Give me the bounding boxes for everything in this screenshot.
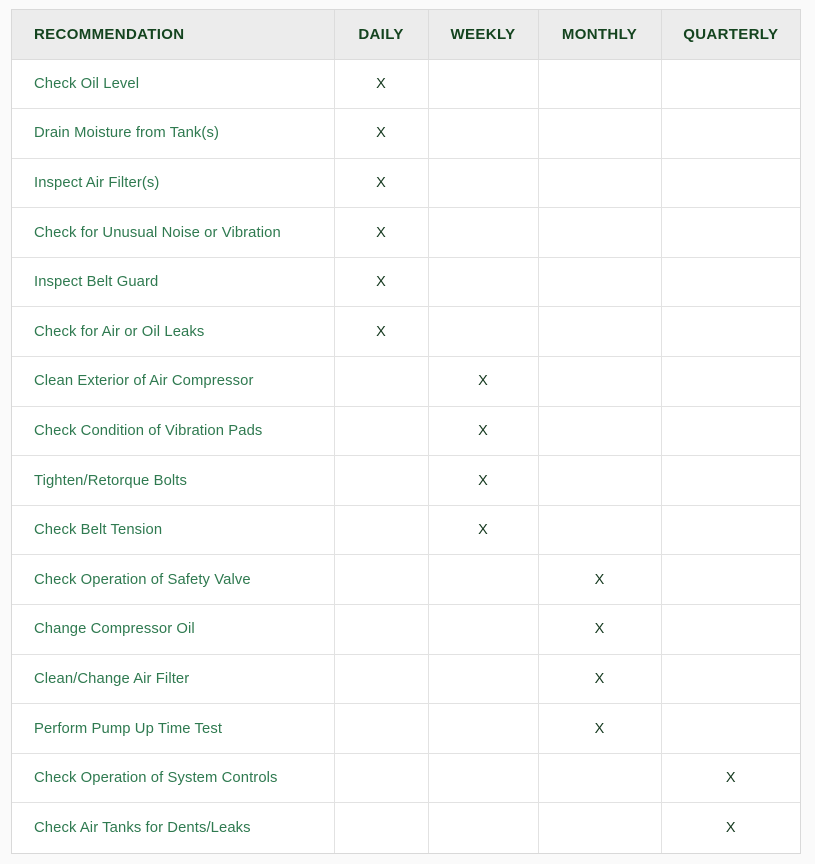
cell-monthly-empty [538,307,661,357]
table-row [12,753,800,803]
cell-recommendation: Change Compressor Oil [12,605,334,655]
cell-recommendation: Check Air Tanks for Dents/Leaks [12,803,334,853]
table-row [12,456,800,506]
table-row [12,704,800,754]
cell-quarterly-empty [661,59,800,109]
cell-recommendation: Check for Air or Oil Leaks [12,307,334,357]
cell-weekly-empty [428,158,538,208]
cell-daily-empty [334,753,428,803]
cell-weekly-empty [428,704,538,754]
cell-weekly-empty [428,109,538,159]
table-body [12,59,800,853]
cell-monthly-empty [538,59,661,109]
cell-recommendation: Check Operation of Safety Valve [12,555,334,605]
cell-quarterly-empty [661,158,800,208]
cell-daily-empty [334,803,428,853]
table-row [12,357,800,407]
table-row [12,605,800,655]
cell-weekly-marked: X [428,456,538,506]
cell-daily-marked: X [334,208,428,258]
table-row [12,803,800,853]
cell-recommendation: Check Oil Level [12,59,334,109]
cell-monthly-marked: X [538,654,661,704]
table-row [12,208,800,258]
cell-recommendation: Check Belt Tension [12,505,334,555]
table-row [12,307,800,357]
cell-daily-empty [334,357,428,407]
cell-recommendation: Perform Pump Up Time Test [12,704,334,754]
cell-quarterly-empty [661,109,800,159]
cell-weekly-empty [428,605,538,655]
cell-quarterly-empty [661,654,800,704]
cell-recommendation: Clean Exterior of Air Compressor [12,357,334,407]
cell-quarterly-empty [661,406,800,456]
cell-recommendation: Inspect Air Filter(s) [12,158,334,208]
cell-weekly-empty [428,555,538,605]
cell-weekly-empty [428,257,538,307]
cell-quarterly-empty [661,456,800,506]
cell-quarterly-empty [661,505,800,555]
column-header-monthly: MONTHLY [538,10,661,59]
column-header-recommendation: RECOMMENDATION [12,10,334,59]
column-header-daily: DAILY [334,10,428,59]
cell-monthly-empty [538,257,661,307]
cell-monthly-marked: X [538,605,661,655]
cell-recommendation: Clean/Change Air Filter [12,654,334,704]
cell-monthly-empty [538,505,661,555]
cell-weekly-empty [428,59,538,109]
cell-daily-empty [334,605,428,655]
cell-daily-empty [334,505,428,555]
cell-weekly-empty [428,307,538,357]
cell-quarterly-marked: X [661,753,800,803]
maintenance-schedule-table [12,10,800,853]
cell-monthly-empty [538,158,661,208]
cell-quarterly-empty [661,208,800,258]
maintenance-table-container [11,9,801,854]
cell-monthly-empty [538,456,661,506]
cell-quarterly-empty [661,605,800,655]
cell-daily-empty [334,456,428,506]
table-row [12,158,800,208]
cell-quarterly-empty [661,257,800,307]
cell-monthly-empty [538,109,661,159]
table-row [12,257,800,307]
cell-daily-marked: X [334,59,428,109]
table-row [12,505,800,555]
cell-monthly-empty [538,406,661,456]
cell-recommendation: Check for Unusual Noise or Vibration [12,208,334,258]
cell-weekly-empty [428,753,538,803]
cell-weekly-empty [428,654,538,704]
cell-recommendation: Check Operation of System Controls [12,753,334,803]
cell-monthly-empty [538,357,661,407]
cell-daily-marked: X [334,158,428,208]
cell-daily-empty [334,406,428,456]
cell-daily-empty [334,704,428,754]
cell-quarterly-empty [661,555,800,605]
table-header-row [12,10,800,59]
cell-quarterly-empty [661,307,800,357]
column-header-weekly: WEEKLY [428,10,538,59]
cell-weekly-empty [428,208,538,258]
cell-daily-marked: X [334,307,428,357]
cell-recommendation: Check Condition of Vibration Pads [12,406,334,456]
cell-recommendation: Inspect Belt Guard [12,257,334,307]
table-row [12,654,800,704]
cell-daily-empty [334,654,428,704]
cell-weekly-marked: X [428,406,538,456]
table-row [12,406,800,456]
cell-weekly-marked: X [428,505,538,555]
cell-monthly-empty [538,803,661,853]
cell-monthly-marked: X [538,704,661,754]
cell-daily-marked: X [334,257,428,307]
table-header [12,10,800,59]
cell-weekly-marked: X [428,357,538,407]
cell-daily-marked: X [334,109,428,159]
table-row [12,59,800,109]
cell-monthly-empty [538,208,661,258]
cell-quarterly-empty [661,704,800,754]
cell-recommendation: Drain Moisture from Tank(s) [12,109,334,159]
column-header-quarterly: QUARTERLY [661,10,800,59]
cell-quarterly-empty [661,357,800,407]
table-row [12,555,800,605]
cell-weekly-empty [428,803,538,853]
cell-quarterly-marked: X [725,819,736,836]
cell-monthly-empty [538,753,661,803]
cell-monthly-marked: X [538,555,661,605]
table-row [12,109,800,159]
cell-recommendation: Tighten/Retorque Bolts [12,456,334,506]
cell-daily-empty [334,555,428,605]
